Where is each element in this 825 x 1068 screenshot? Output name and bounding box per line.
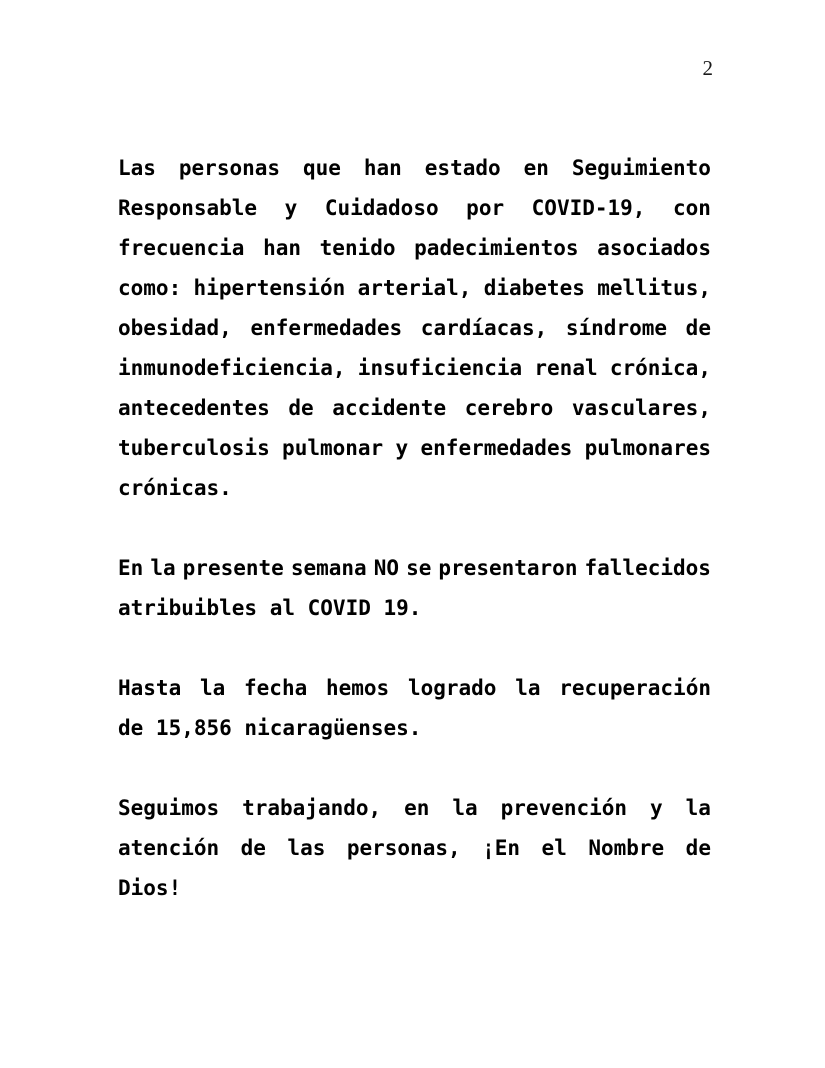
word: Nombre [588, 836, 665, 860]
word: recuperación [559, 676, 711, 700]
text-line [118, 668, 711, 708]
word: de [685, 836, 711, 860]
word: Responsable [118, 196, 258, 220]
text-line [118, 148, 711, 188]
page-number: 2 [702, 56, 713, 80]
word: renal [534, 356, 598, 380]
word: NO [373, 556, 400, 580]
text-line [118, 428, 711, 468]
text-line [118, 388, 711, 428]
word: obesidad, [118, 316, 232, 340]
word: vasculares, [571, 396, 711, 420]
word: fallecidos [584, 556, 711, 580]
word: la [452, 796, 478, 820]
word: el [541, 836, 567, 860]
word: arterial, [357, 276, 472, 300]
word: fecha [244, 676, 308, 700]
word: tenido [319, 236, 396, 260]
word: la [515, 676, 541, 700]
word: prevención [500, 796, 628, 820]
word: diabetes [483, 276, 585, 300]
text-line [118, 308, 711, 348]
text-line: crónicas. [118, 476, 232, 500]
word: logrado [407, 676, 497, 700]
word: y [650, 796, 663, 820]
word: que [303, 156, 341, 180]
word: inmunodeficiencia, [118, 356, 346, 380]
word: Seguimiento [571, 156, 711, 180]
word: accidente [332, 396, 447, 420]
text-line [118, 228, 711, 268]
word: insuficiencia [357, 356, 523, 380]
word: las [287, 836, 326, 860]
word: de [685, 316, 711, 340]
word: Hasta [118, 676, 182, 700]
word: han [263, 236, 302, 260]
word: cardíacas, [420, 316, 548, 340]
word: presente [182, 556, 284, 580]
word: la [199, 676, 226, 700]
word: en [404, 796, 430, 820]
word: crónica, [609, 356, 711, 380]
word: atención [118, 836, 220, 860]
word: la [150, 556, 176, 580]
word: hemos [325, 676, 390, 700]
word: Cuidadoso [324, 196, 439, 220]
word: cerebro [464, 396, 554, 420]
word: frecuencia [118, 236, 245, 260]
paragraph [118, 548, 711, 628]
text-line [118, 188, 711, 228]
paragraph [118, 148, 711, 508]
word: antecedentes [118, 396, 270, 420]
word: Las [118, 156, 156, 180]
word: de [240, 836, 266, 860]
word: y [395, 436, 409, 460]
word: COVID-19, [531, 196, 646, 220]
word: han [363, 156, 402, 180]
word: por [466, 196, 505, 220]
word: hipertensión [193, 276, 346, 300]
text-line: de 15,856 nicaragüenses. [118, 716, 422, 740]
word: la [685, 796, 711, 820]
word: enfermedades [420, 436, 573, 460]
word: se [406, 556, 432, 580]
word: semana [290, 556, 367, 580]
text-line [118, 348, 711, 388]
word: estado [424, 156, 501, 180]
text-line: Dios! [118, 876, 182, 900]
word: en [523, 156, 549, 180]
text-line [118, 268, 711, 308]
word: En [118, 556, 144, 580]
word: presentaron [438, 556, 578, 580]
word: asociados [597, 236, 711, 260]
word: trabajando, [242, 796, 382, 820]
word: personas [178, 156, 281, 180]
word: ¡En [482, 836, 521, 860]
word: de [288, 396, 314, 420]
word: pulmonar [282, 436, 384, 460]
word: tuberculosis [118, 436, 270, 460]
word: mellitus, [597, 276, 711, 300]
document-body [118, 148, 711, 948]
text-line [118, 548, 711, 588]
text-line [118, 788, 711, 828]
word: y [284, 196, 298, 220]
word: síndrome [565, 316, 668, 340]
word: como: [118, 276, 182, 300]
word: pulmonares [584, 436, 711, 460]
text-line [118, 828, 711, 868]
paragraph [118, 668, 711, 748]
word: enfermedades [250, 316, 403, 340]
word: Seguimos [118, 796, 220, 820]
word: con [673, 196, 711, 220]
text-line: atribuibles al COVID 19. [118, 596, 422, 620]
word: padecimientos [414, 236, 579, 260]
paragraph [118, 788, 711, 908]
word: personas, [346, 836, 461, 860]
